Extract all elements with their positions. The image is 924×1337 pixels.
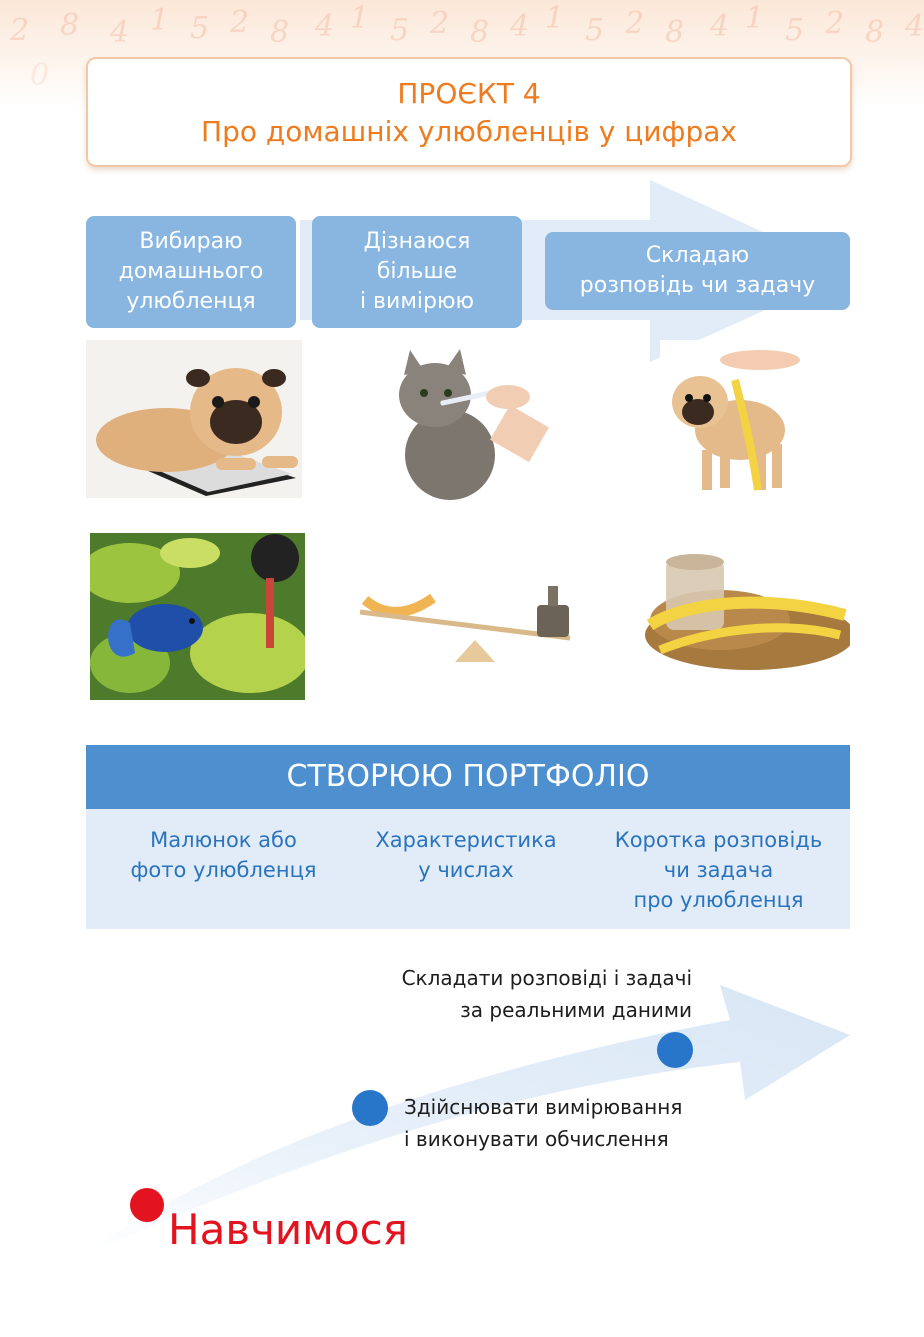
pet-food-photo — [630, 540, 850, 675]
goal-compose-tasks: Складати розповіді і задачі за реальними даними — [401, 966, 692, 1022]
portfolio-heading: СТВОРЮЮ ПОРТФОЛІО — [86, 745, 850, 809]
portfolio-item-story: Коротка розповідь чи задача про улюбленця — [614, 828, 823, 912]
svg-text:4: 4 — [110, 15, 130, 50]
pug-with-measuring-tape-photo — [660, 340, 805, 498]
svg-text:4: 4 — [710, 9, 730, 44]
goal-measurements: Здійснювати вимірювання і виконувати обчислення — [404, 1095, 683, 1151]
svg-text:8: 8 — [270, 15, 290, 50]
svg-text:2: 2 — [430, 6, 450, 41]
step-label: Складаю розповідь чи задачу — [579, 243, 816, 298]
goal-marker — [657, 1032, 693, 1068]
step-choose-pet — [86, 216, 296, 328]
svg-text:8: 8 — [60, 8, 80, 43]
step-compose-story — [545, 232, 850, 310]
svg-text:8: 8 — [470, 15, 490, 50]
betta-fish-photo — [90, 533, 305, 700]
start-marker — [130, 1188, 164, 1222]
svg-text:1: 1 — [745, 1, 765, 36]
svg-text:5: 5 — [785, 13, 805, 48]
svg-text:4: 4 — [510, 9, 530, 44]
svg-text:1: 1 — [150, 3, 170, 38]
svg-text:5: 5 — [190, 11, 210, 46]
svg-text:2: 2 — [230, 5, 250, 40]
svg-text:4: 4 — [905, 9, 924, 44]
step-label: Дізнаюся більше і вимірюю — [359, 229, 475, 314]
svg-text:4: 4 — [315, 9, 335, 44]
pug-on-scale-photo — [86, 340, 302, 498]
svg-text:2: 2 — [10, 13, 30, 48]
portfolio-item-picture: Малюнок або фото улюбленця — [130, 828, 317, 882]
step-label: Вибираю домашнього улюбленця — [118, 229, 264, 314]
svg-text:8: 8 — [665, 15, 685, 50]
svg-text:0: 0 — [30, 58, 50, 93]
learning-title: Навчимося — [168, 1205, 408, 1254]
project-title-box — [86, 57, 852, 167]
svg-text:5: 5 — [585, 13, 605, 48]
svg-text:5: 5 — [390, 13, 410, 48]
svg-text:2: 2 — [625, 6, 645, 41]
project-number: ПРОЄКТ 4 — [397, 77, 541, 110]
project-title: Про домашніх улюбленців у цифрах — [201, 115, 737, 148]
svg-text:1: 1 — [545, 1, 565, 36]
portfolio-body — [86, 809, 850, 929]
step-learn-and-measure — [312, 216, 522, 328]
svg-text:1: 1 — [350, 1, 370, 36]
svg-text:2: 2 — [825, 6, 845, 41]
cat-with-thermometer-photo — [380, 345, 555, 500]
balance-scale-photo — [355, 580, 580, 665]
svg-text:8: 8 — [865, 15, 885, 50]
goal-marker — [352, 1090, 388, 1126]
portfolio-item-characteristics: Характеристика у числах — [375, 828, 557, 882]
